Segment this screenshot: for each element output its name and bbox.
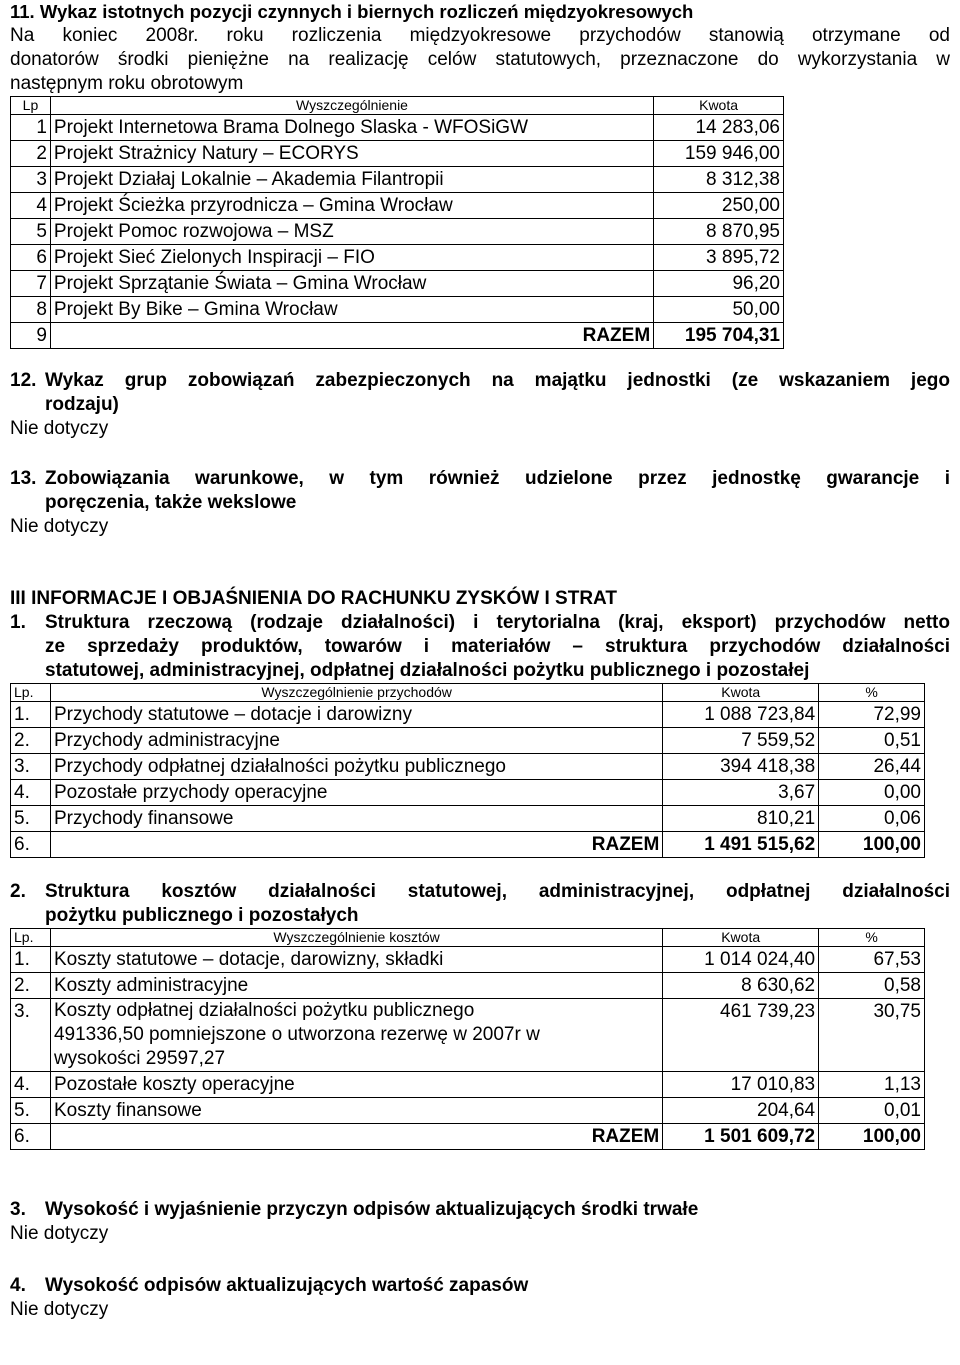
row-amount: 7 559,52 bbox=[663, 728, 819, 754]
row-lp: 5. bbox=[11, 806, 51, 832]
section-11-para-line3: następnym roku obrotowym bbox=[10, 73, 244, 94]
row-description: Koszty administracyjne bbox=[50, 973, 662, 999]
row-percent: 0,00 bbox=[819, 780, 925, 806]
section-12-title-line2: rodzaju) bbox=[45, 394, 119, 415]
row-description: Przychody odpłatnej działalności pożytku publicznego bbox=[50, 754, 662, 780]
total-amount: 195 704,31 bbox=[654, 323, 784, 349]
row-lp: 2 bbox=[11, 141, 51, 167]
total-lp: 9 bbox=[11, 323, 51, 349]
row-lp: 1. bbox=[11, 702, 51, 728]
row-percent: 0,06 bbox=[819, 806, 925, 832]
row-description: Pozostałe przychody operacyjne bbox=[50, 780, 662, 806]
section-12-note: Nie dotyczy bbox=[10, 418, 109, 439]
section-iii-heading: III INFORMACJE I OBJAŚNIENIA DO RACHUNKU ZYSKÓW I STRAT bbox=[10, 588, 617, 609]
row-amount: 14 283,06 bbox=[654, 115, 784, 141]
total-label: RAZEM bbox=[50, 832, 662, 858]
row-lp: 3 bbox=[11, 167, 51, 193]
header-amount: Kwota bbox=[663, 684, 819, 702]
row-description: Projekt Sprzątanie Świata – Gmina Wrocław bbox=[50, 271, 653, 297]
row-description: Przychody finansowe bbox=[50, 806, 662, 832]
row-amount: 1 014 024,40 bbox=[663, 947, 819, 973]
section-11-title: 11. Wykaz istotnych pozycji czynnych i biernych rozliczeń międzyokresowych bbox=[10, 1, 694, 22]
table-total-row bbox=[11, 1124, 925, 1150]
section-11-para-line1: Na koniec 2008r. roku rozliczenia międzyokresowe przychodów stanowią otrzymane od bbox=[10, 25, 950, 46]
row-amount: 96,20 bbox=[654, 271, 784, 297]
table-header-row bbox=[11, 929, 925, 947]
item-4-title bbox=[10, 1274, 950, 1298]
costs-table bbox=[10, 928, 925, 1150]
row-amount: 17 010,83 bbox=[663, 1072, 819, 1098]
row-amount: 394 418,38 bbox=[663, 754, 819, 780]
header-amount: Kwota bbox=[663, 929, 819, 947]
header-lp: Lp bbox=[11, 97, 51, 115]
item-3-number: 3. bbox=[10, 1199, 26, 1220]
table-row bbox=[11, 806, 925, 832]
table-row bbox=[11, 219, 784, 245]
row-lp: 1. bbox=[11, 947, 51, 973]
section-13-title-text: Zobowiązania warunkowe, w tym również udzielone przez jednostkę gwarancje i bbox=[45, 468, 950, 489]
table-row bbox=[11, 193, 784, 219]
header-percent: % bbox=[819, 684, 925, 702]
row-lp: 4. bbox=[11, 780, 51, 806]
table-row bbox=[11, 1098, 925, 1124]
table-row bbox=[11, 999, 925, 1072]
table-row bbox=[11, 245, 784, 271]
row-lp: 3. bbox=[11, 754, 51, 780]
row-lp: 3. bbox=[11, 999, 51, 1072]
table-row bbox=[11, 754, 925, 780]
header-description: Wyszczególnienie kosztów bbox=[50, 929, 662, 947]
row-amount: 204,64 bbox=[663, 1098, 819, 1124]
item-4-number: 4. bbox=[10, 1275, 26, 1296]
row-description: Projekt Strażnicy Natury – ECORYS bbox=[50, 141, 653, 167]
item-3-title-text: Wysokość i wyjaśnienie przyczyn odpisów aktualizujących środki trwałe bbox=[45, 1199, 699, 1220]
section-13-title-line2: poręczenia, także wekslowe bbox=[45, 492, 297, 513]
item-3-note: Nie dotyczy bbox=[10, 1223, 109, 1244]
row-amount: 1 088 723,84 bbox=[663, 702, 819, 728]
section-12-title-text: Wykaz grup zobowiązań zabezpieczonych na majątku jednostki (ze wskazaniem jego bbox=[45, 370, 950, 391]
header-percent: % bbox=[819, 929, 925, 947]
row-description: Projekt Pomoc rozwojowa – MSZ bbox=[50, 219, 653, 245]
row-amount: 50,00 bbox=[654, 297, 784, 323]
total-lp: 6. bbox=[11, 832, 51, 858]
row-percent: 0,58 bbox=[819, 973, 925, 999]
table-row bbox=[11, 115, 784, 141]
row-lp: 5. bbox=[11, 1098, 51, 1124]
header-lp: Lp. bbox=[11, 684, 51, 702]
total-percent: 100,00 bbox=[819, 1124, 925, 1150]
header-lp: Lp. bbox=[11, 929, 51, 947]
row-lp: 1 bbox=[11, 115, 51, 141]
revenue-table bbox=[10, 683, 925, 858]
row-percent: 30,75 bbox=[819, 999, 925, 1072]
table-row bbox=[11, 702, 925, 728]
row-amount: 8 870,95 bbox=[654, 219, 784, 245]
item-1-title-line1 bbox=[10, 611, 950, 635]
table-row bbox=[11, 297, 784, 323]
row-description-line3: wysokości 29597,27 bbox=[53, 1048, 226, 1069]
item-2-number: 2. bbox=[10, 881, 26, 902]
row-amount: 159 946,00 bbox=[654, 141, 784, 167]
table-header-row bbox=[11, 684, 925, 702]
table-row bbox=[11, 728, 925, 754]
row-lp: 4. bbox=[11, 1072, 51, 1098]
row-amount: 250,00 bbox=[654, 193, 784, 219]
item-1-title-text: Struktura rzeczową (rodzaje działalności) i terytorialna (kraj, eksport) przychodów netto bbox=[45, 612, 950, 633]
accruals-table bbox=[10, 96, 784, 349]
table-row bbox=[11, 973, 925, 999]
row-description: Koszty finansowe bbox=[50, 1098, 662, 1124]
row-description: Projekt Sieć Zielonych Inspiracji – FIO bbox=[50, 245, 653, 271]
section-13-note: Nie dotyczy bbox=[10, 516, 109, 537]
row-amount: 3 895,72 bbox=[654, 245, 784, 271]
row-percent: 72,99 bbox=[819, 702, 925, 728]
table-total-row bbox=[11, 832, 925, 858]
row-lp: 2. bbox=[11, 728, 51, 754]
item-3-title bbox=[10, 1198, 950, 1222]
total-amount: 1 491 515,62 bbox=[663, 832, 819, 858]
row-percent: 0,51 bbox=[819, 728, 925, 754]
row-description: Projekt Działaj Lokalnie – Akademia Filantropii bbox=[50, 167, 653, 193]
row-percent: 26,44 bbox=[819, 754, 925, 780]
section-13-title-line1 bbox=[10, 467, 950, 491]
total-amount: 1 501 609,72 bbox=[663, 1124, 819, 1150]
item-1-title-line2: ze sprzedaży produktów, towarów i materiałów – struktura przychodów działalności bbox=[45, 636, 950, 657]
total-percent: 100,00 bbox=[819, 832, 925, 858]
row-lp: 5 bbox=[11, 219, 51, 245]
table-row bbox=[11, 141, 784, 167]
section-12-number: 12. bbox=[10, 370, 37, 391]
table-header-row bbox=[11, 97, 784, 115]
row-description-line1: Koszty odpłatnej działalności pożytku publicznego bbox=[53, 1000, 475, 1021]
row-percent: 0,01 bbox=[819, 1098, 925, 1124]
item-2-title-text: Struktura kosztów działalności statutowej, administracyjnej, odpłatnej działalności bbox=[45, 881, 950, 902]
row-lp: 8 bbox=[11, 297, 51, 323]
section-13-number: 13. bbox=[10, 468, 37, 489]
row-description: Projekt Ścieżka przyrodnicza – Gmina Wrocław bbox=[50, 193, 653, 219]
header-description: Wyszczególnienie bbox=[50, 97, 653, 115]
row-amount: 8 312,38 bbox=[654, 167, 784, 193]
item-4-note: Nie dotyczy bbox=[10, 1299, 109, 1320]
row-lp: 4 bbox=[11, 193, 51, 219]
row-amount: 461 739,23 bbox=[663, 999, 819, 1072]
header-amount: Kwota bbox=[654, 97, 784, 115]
header-description: Wyszczególnienie przychodów bbox=[50, 684, 662, 702]
row-description: Projekt Internetowa Brama Dolnego Slaska - WFOSiGW bbox=[50, 115, 653, 141]
document-page bbox=[10, 0, 950, 1322]
row-description: Przychody statutowe – dotacje i darowizny bbox=[50, 702, 662, 728]
table-total-row bbox=[11, 323, 784, 349]
item-2-title-line2: pożytku publicznego i pozostałych bbox=[45, 905, 359, 926]
row-lp: 6 bbox=[11, 245, 51, 271]
table-row bbox=[11, 947, 925, 973]
total-lp: 6. bbox=[11, 1124, 51, 1150]
row-description bbox=[50, 999, 662, 1072]
table-row bbox=[11, 1072, 925, 1098]
table-row bbox=[11, 167, 784, 193]
row-amount: 3,67 bbox=[663, 780, 819, 806]
row-description: Przychody administracyjne bbox=[50, 728, 662, 754]
row-lp: 2. bbox=[11, 973, 51, 999]
item-1-title-line3: statutowej, administracyjnej, odpłatnej działalności pożytku publicznego i pozostałej bbox=[45, 660, 810, 681]
row-lp: 7 bbox=[11, 271, 51, 297]
row-description-line2: 491336,50 pomniejszone o utworzona rezerwę w 2007r w bbox=[53, 1024, 540, 1045]
row-percent: 67,53 bbox=[819, 947, 925, 973]
total-label: RAZEM bbox=[50, 1124, 662, 1150]
item-1-number: 1. bbox=[10, 612, 26, 633]
table-row bbox=[11, 271, 784, 297]
section-12-title-line1 bbox=[10, 369, 950, 393]
row-percent: 1,13 bbox=[819, 1072, 925, 1098]
row-description: Koszty statutowe – dotacje, darowizny, składki bbox=[50, 947, 662, 973]
item-2-title-line1 bbox=[10, 880, 950, 904]
row-amount: 8 630,62 bbox=[663, 973, 819, 999]
row-description: Pozostałe koszty operacyjne bbox=[50, 1072, 662, 1098]
item-4-title-text: Wysokość odpisów aktualizujących wartość zapasów bbox=[45, 1275, 529, 1296]
table-row bbox=[11, 780, 925, 806]
section-11-para-line2: donatorów środki pieniężne na realizację celów statutowych, przeznaczone do wykorzystania w bbox=[10, 49, 950, 70]
row-amount: 810,21 bbox=[663, 806, 819, 832]
row-description: Projekt By Bike – Gmina Wrocław bbox=[50, 297, 653, 323]
total-label: RAZEM bbox=[50, 323, 653, 349]
